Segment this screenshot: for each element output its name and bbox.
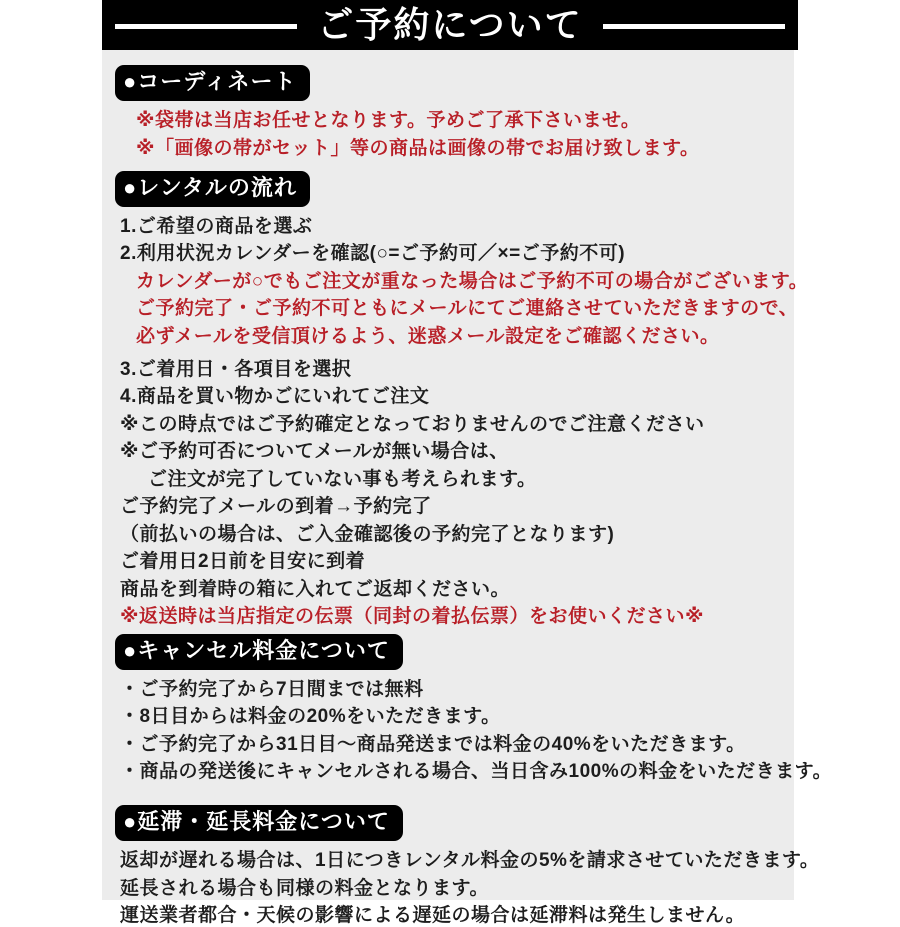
text-line: ・8日目からは料金の20%をいただきます。 xyxy=(120,706,501,727)
section-coordinate xyxy=(115,65,794,160)
section-header-cancel-fee: ●キャンセル料金について xyxy=(115,634,403,670)
title-left-rule xyxy=(115,24,297,29)
text-line: 2.利用状況カレンダーを確認(○=ご予約可／×=ご予約不可) xyxy=(120,243,626,264)
text-line: カレンダーが○でもご注文が重なった場合はご予約不可の場合がございます。 xyxy=(136,270,809,292)
section-header-late-fee: ●延滞・延長料金について xyxy=(115,805,403,841)
section-header-rental-flow: ●レンタルの流れ xyxy=(115,171,310,207)
text-line: 商品を到着時の箱に入れてご返却ください。 xyxy=(120,578,511,600)
text-line: ※袋帯は当店お任せとなります。予めご了承下さいませ。 xyxy=(136,110,641,131)
text-line: 必ずメールを受信頂けるよう、迷惑メール設定をご確認ください。 xyxy=(136,325,720,347)
text-line: ※返送時は当店指定の伝票（同封の着払伝票）をお使いください※ xyxy=(120,606,704,627)
text-line: 返却が遅れる場合は、1日につきレンタル料金の5%を請求させていただきます。 xyxy=(120,850,820,871)
section-late-fee xyxy=(115,805,820,927)
text-line: 延長される場合も同様の料金となります。 xyxy=(120,877,489,899)
text-line: 4.商品を買い物かごにいれてご注文 xyxy=(120,386,430,407)
text-line: ご着用日2日前を目安に到着 xyxy=(120,551,366,572)
content-panel xyxy=(102,50,833,926)
text-line: 3.ご着用日・各項目を選択 xyxy=(120,358,352,380)
text-line: 1.ご希望の商品を選ぶ xyxy=(120,215,313,237)
text-line: ※「画像の帯がセット」等の商品は画像の帯でお届け致します。 xyxy=(136,137,700,159)
text-line: （前払いの場合は、ご入金確認後の予約完了となります) xyxy=(120,523,615,545)
text-line: ・商品の発送後にキャンセルされる場合、当日含み100%の料金をいただきます。 xyxy=(120,761,833,782)
text-line: 運送業者都合・天候の影響による遅延の場合は延滞料は発生しません。 xyxy=(120,905,746,926)
page-title: ご予約について xyxy=(317,4,583,45)
text-line: ご予約完了・ご予約不可ともにメールにてご連絡させていただきますので、 xyxy=(136,298,799,319)
title-right-rule xyxy=(603,24,785,29)
text-line: ※ご予約可否についてメールが無い場合は、 xyxy=(120,441,509,462)
text-line: ・ご予約完了から7日間までは無料 xyxy=(120,678,424,700)
title-banner xyxy=(102,0,798,50)
text-line: ご予約完了メールの到着→予約完了 xyxy=(120,496,432,517)
text-line: ※この時点ではご予約確定となっておりませんのでご注意ください xyxy=(120,413,705,435)
section-cancel-fee xyxy=(115,634,833,784)
text-line: ご注文が完了していない事も考えられます。 xyxy=(148,468,537,490)
text-line: ・ご予約完了から31日目〜商品発送までは料金の40%をいただきます。 xyxy=(120,733,746,755)
section-header-coordinate: ●コーディネート xyxy=(115,65,310,101)
section-rental-flow xyxy=(115,171,809,629)
